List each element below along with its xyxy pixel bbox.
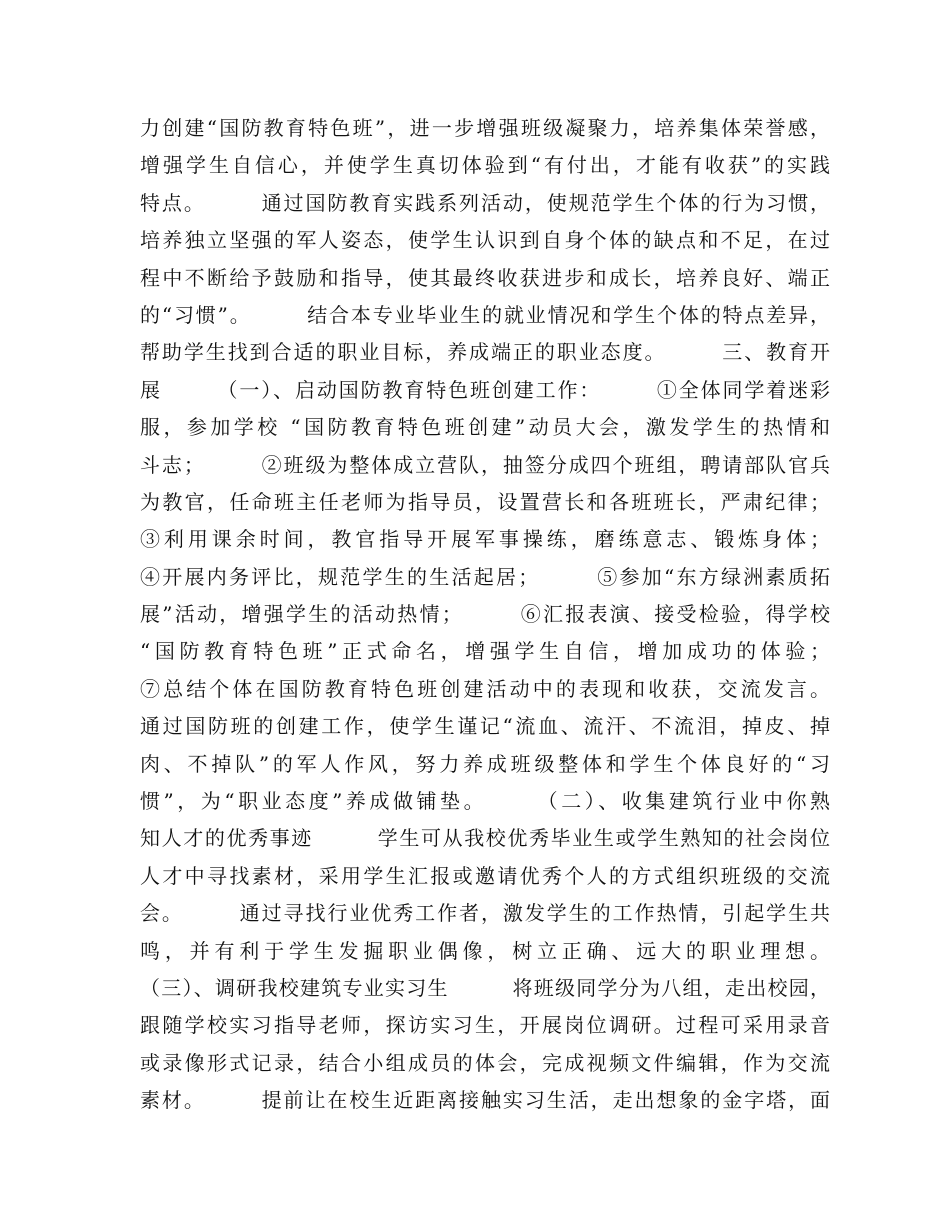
body-text bbox=[140, 110, 830, 1120]
text-line: “国防教育特色班”正式命名，增强学生自信，增加成功的体验； bbox=[140, 639, 830, 664]
text-line: 为教官，任命班主任老师为指导员，设置营长和各班班长，严肃纪律； bbox=[140, 489, 830, 514]
text-line: ③利用课余时间，教官指导开展军事操练，磨练意志、锻炼身体； bbox=[140, 527, 830, 552]
text-line: 会。 通过寻找行业优秀工作者，激发学生的工作热情，引起学生共 bbox=[140, 901, 830, 926]
text-line: 人才中寻找素材，采用学生汇报或邀请优秀个人的方式组织班级的交流 bbox=[140, 863, 830, 888]
text-line: 程中不断给予鼓励和指导，使其最终收获进步和成长，培养良好、端正 bbox=[140, 265, 830, 290]
text-line: 培养独立坚强的军人姿态，使学生认识到自身个体的缺点和不足，在过 bbox=[140, 228, 830, 253]
text-line: 通过国防班的创建工作，使学生谨记“流血、流汗、不流泪，掉皮、掉 bbox=[140, 714, 830, 739]
text-line: （三）、调研我校建筑专业实习生 将班级同学分为八组，走出校园， bbox=[140, 975, 830, 1000]
text-line: 服，参加学校 “国防教育特色班创建”动员大会，激发学生的热情和 bbox=[140, 415, 830, 440]
text-line: 斗志； ②班级为整体成立营队，抽签分成四个班组，聘请部队官兵 bbox=[140, 452, 830, 477]
text-line: 或录像形式记录，结合小组成员的体会，完成视频文件编辑，作为交流 bbox=[140, 1050, 830, 1075]
text-line: 跟随学校实习指导老师，探访实习生，开展岗位调研。过程可采用录音 bbox=[140, 1013, 830, 1038]
text-line: 特点。 通过国防教育实践系列活动，使规范学生个体的行为习惯， bbox=[140, 190, 830, 215]
text-line: 鸣，并有利于学生发掘职业偶像，树立正确、远大的职业理想。 bbox=[140, 938, 830, 963]
text-line: 力创建“国防教育特色班”，进一步增强班级凝聚力，培养集体荣誉感， bbox=[140, 116, 830, 140]
text-line: 惯”，为“职业态度”养成做铺垫。 （二）、收集建筑行业中你熟 bbox=[140, 789, 830, 814]
text-line: ④开展内务评比，规范学生的生活起居； ⑤参加“东方绿洲素质拓 bbox=[140, 564, 830, 589]
text-line: 肉、不掉队”的军人作风，努力养成班级整体和学生个体良好的“习 bbox=[140, 751, 830, 776]
text-line: 的“习惯”。 结合本专业毕业生的就业情况和学生个体的特点差异， bbox=[140, 302, 830, 327]
text-line: 帮助学生找到合适的职业目标，养成端正的职业态度。 三、教育开 bbox=[140, 340, 830, 365]
text-line: 展 （一）、启动国防教育特色班创建工作： ①全体同学着迷彩 bbox=[140, 377, 830, 402]
text-line: 知人才的优秀事迹 学生可从我校优秀毕业生或学生熟知的社会岗位 bbox=[140, 826, 830, 851]
text-line: ⑦总结个体在国防教育特色班创建活动中的表现和收获，交流发言。 bbox=[140, 676, 830, 701]
text-line: 素材。 提前让在校生近距离接触实习生活，走出想象的金字塔，面 bbox=[140, 1088, 830, 1113]
text-line: 展”活动，增强学生的活动热情； ⑥汇报表演、接受检验，得学校 bbox=[140, 602, 830, 627]
text-line: 增强学生自信心，并使学生真切体验到“有付出，才能有收获”的实践 bbox=[140, 153, 830, 178]
